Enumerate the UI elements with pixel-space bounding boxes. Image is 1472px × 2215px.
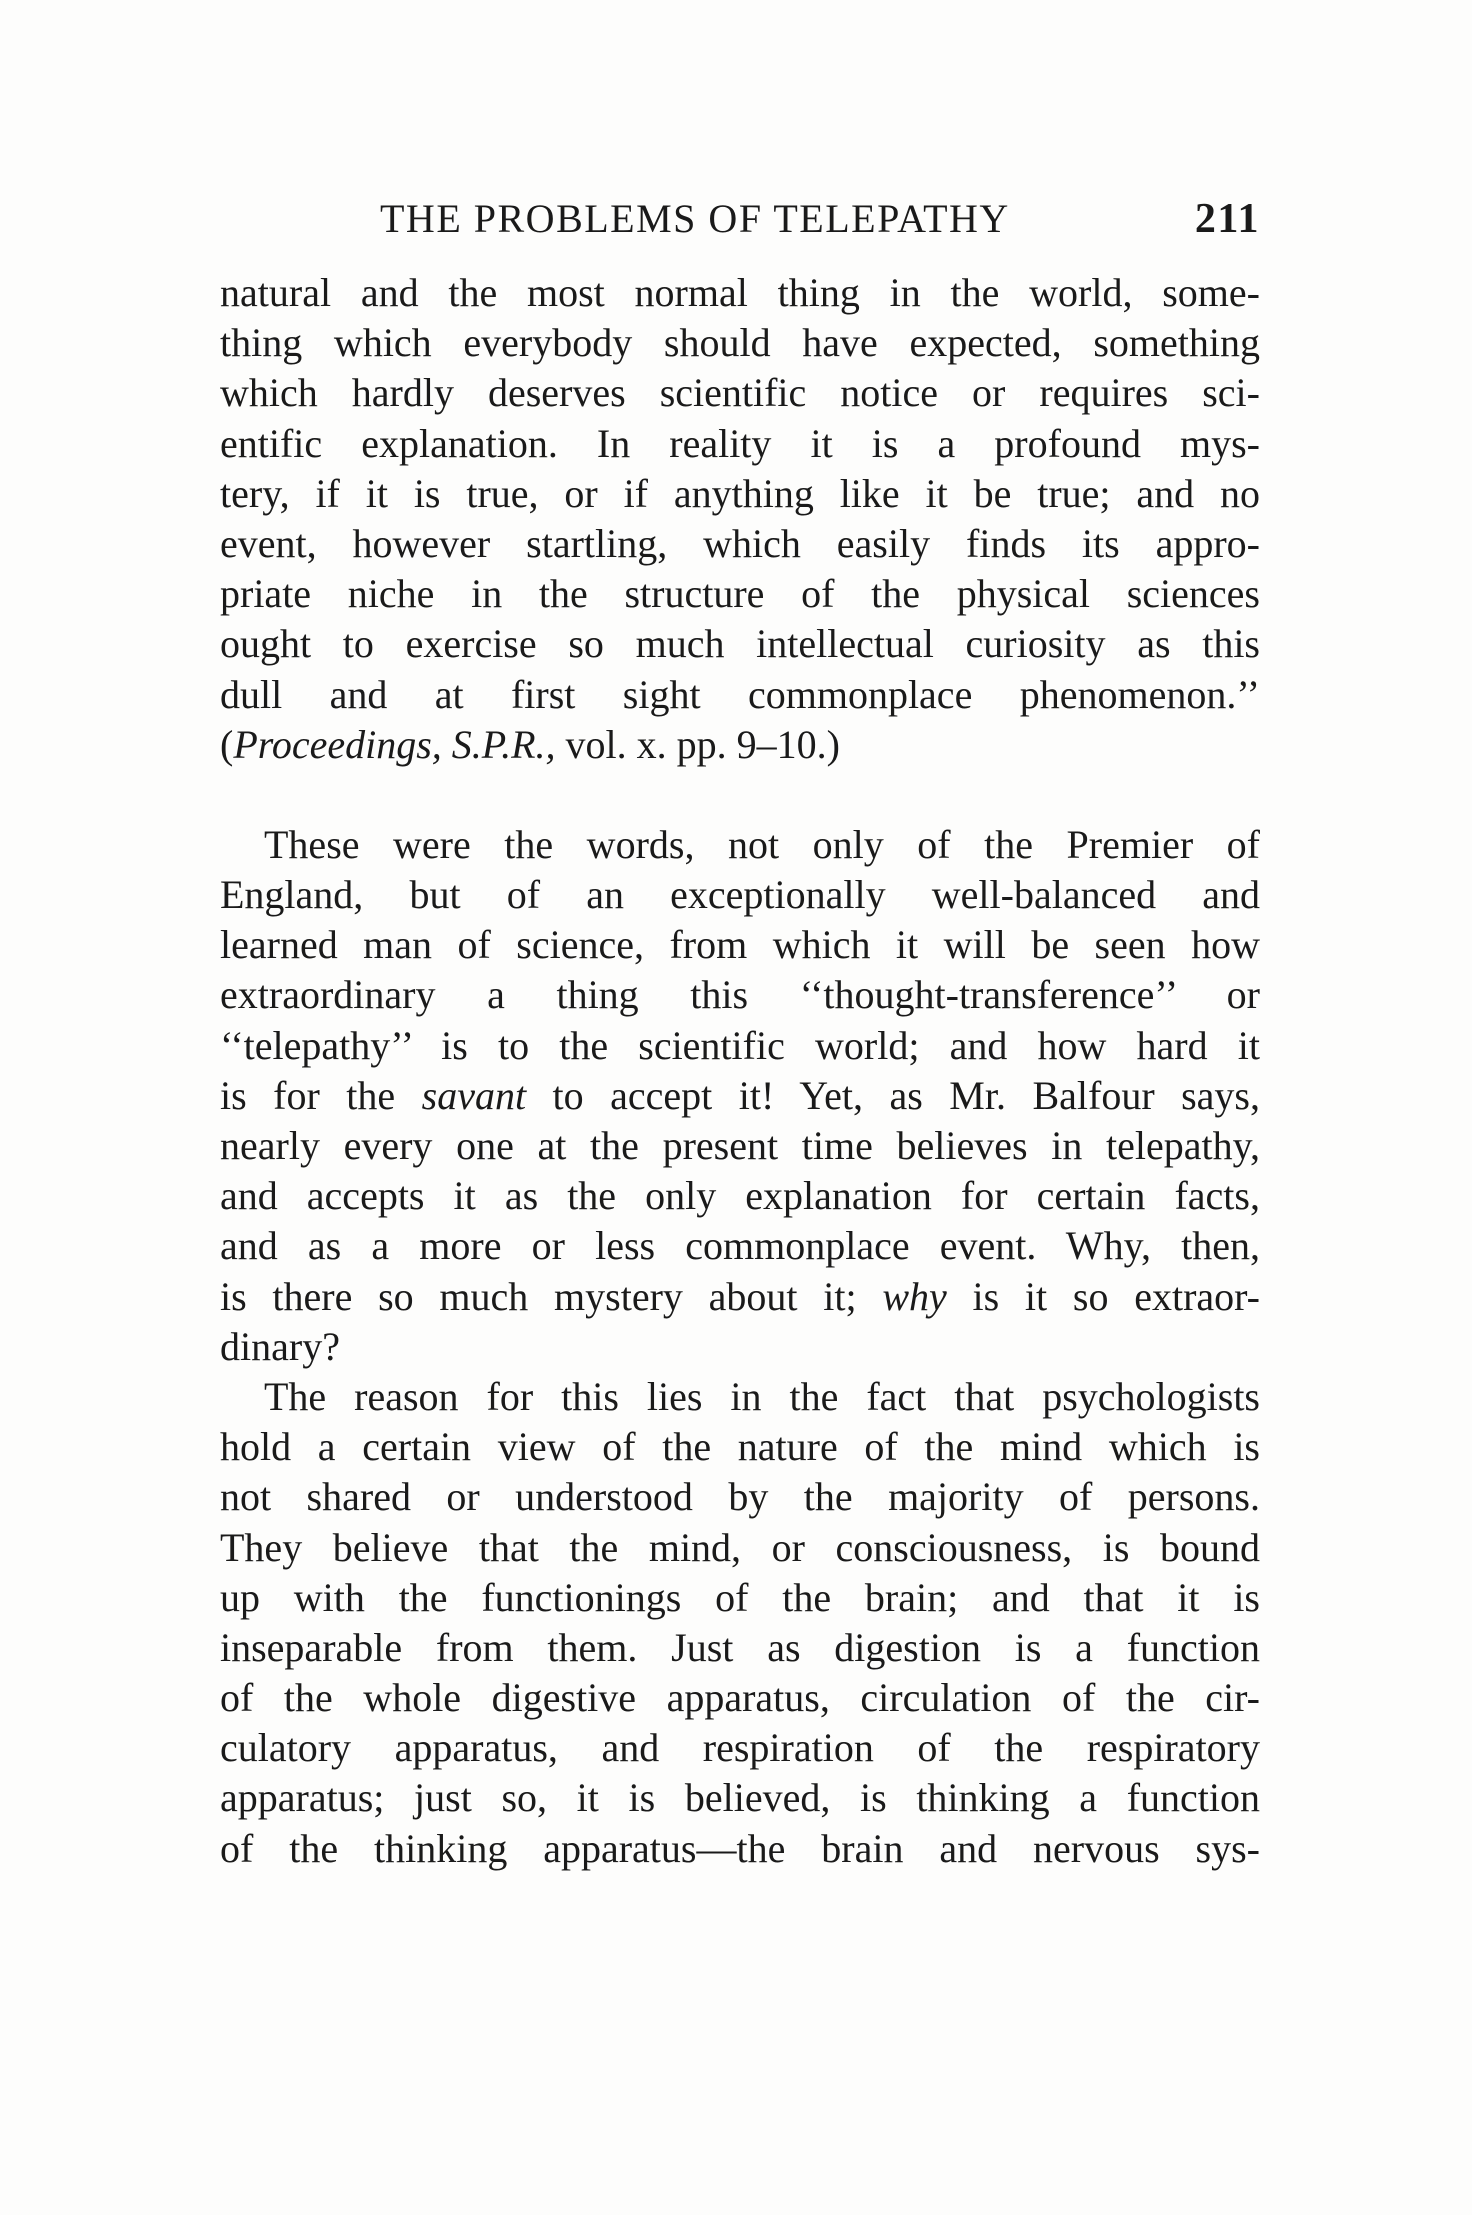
paragraph-quotation <box>220 268 1260 770</box>
italic-savant: savant <box>421 1072 527 1118</box>
text-line: dull and at first sight commonplace phenomenon.’’ <box>220 671 1260 717</box>
text-line-why <box>220 1272 1260 1322</box>
text-line: which hardly deserves scientific notice or requires sci- <box>220 370 1260 416</box>
text-line: ‘‘telepathy’’ is to the scientific world; and how hard it <box>220 1022 1260 1068</box>
text-fragment: is there so much mystery about it; <box>220 1273 883 1319</box>
paragraph-psychologists <box>220 1372 1260 1874</box>
text-line-savant <box>220 1071 1260 1121</box>
text-line: The reason for this lies in the fact that psychologists <box>264 1373 1260 1419</box>
citation-line <box>220 720 1260 770</box>
paragraph-premier <box>220 820 1260 1372</box>
text-line: These were the words, not only of the Premier of <box>264 821 1260 867</box>
citation-title: Proceedings, S.P.R., <box>233 721 556 767</box>
running-title: THE PROBLEMS OF TELEPATHY <box>380 196 1010 241</box>
text-fragment: to accept it! Yet, as Mr. Balfour says, <box>526 1072 1260 1118</box>
text-line: apparatus; just so, it is believed, is thinking a function <box>220 1775 1260 1821</box>
text-line: learned man of science, from which it will be seen how <box>220 922 1260 968</box>
body-text <box>220 268 1260 1874</box>
text-line: hold a certain view of the nature of the mind which is <box>220 1424 1260 1470</box>
text-line: entific explanation. In reality it is a profound mys- <box>220 420 1260 466</box>
text-fragment: is it so extraor- <box>946 1273 1260 1319</box>
text-line: and accepts it as the only explanation for certain facts, <box>220 1173 1260 1219</box>
paragraph-gap <box>220 770 1260 820</box>
text-line: extraordinary a thing this ‘‘thought-transference’’ or <box>220 972 1260 1018</box>
text-line: up with the functionings of the brain; and that it is <box>220 1574 1260 1620</box>
text-line: natural and the most normal thing in the world, some- <box>220 270 1260 315</box>
text-line: thing which everybody should have expected, something <box>220 320 1260 366</box>
text-line: priate niche in the structure of the physical sciences <box>220 571 1260 617</box>
text-fragment: is for the <box>220 1072 422 1118</box>
text-line: ought to exercise so much intellectual curiosity as this <box>220 621 1260 667</box>
citation-open: ( <box>220 721 234 767</box>
page-number: 211 <box>1194 196 1260 242</box>
text-line: culatory apparatus, and respiration of the respiratory <box>220 1725 1260 1771</box>
text-line: dinary? <box>220 1323 340 1369</box>
text-line: nearly every one at the present time believes in telepathy, <box>220 1123 1260 1168</box>
text-line: event, however startling, which easily finds its appro- <box>220 520 1260 566</box>
text-line: tery, if it is true, or if anything like it be true; and no <box>220 470 1260 516</box>
text-line: England, but of an exceptionally well-balanced and <box>220 872 1260 918</box>
italic-why: why <box>882 1273 947 1319</box>
text-line: not shared or understood by the majority of persons. <box>220 1474 1260 1520</box>
text-line: They believe that the mind, or consciousness, is bound <box>220 1524 1260 1570</box>
text-line: inseparable from them. Just as digestion is a function <box>220 1624 1260 1670</box>
text-line: of the whole digestive apparatus, circulation of the cir- <box>220 1675 1260 1721</box>
text-line: and as a more or less commonplace event. Why, then, <box>220 1223 1260 1269</box>
citation-rest: vol. x. pp. 9–10.) <box>555 721 840 767</box>
text-line: of the thinking apparatus—the brain and nervous sys- <box>220 1825 1260 1871</box>
page-header <box>220 195 1260 251</box>
